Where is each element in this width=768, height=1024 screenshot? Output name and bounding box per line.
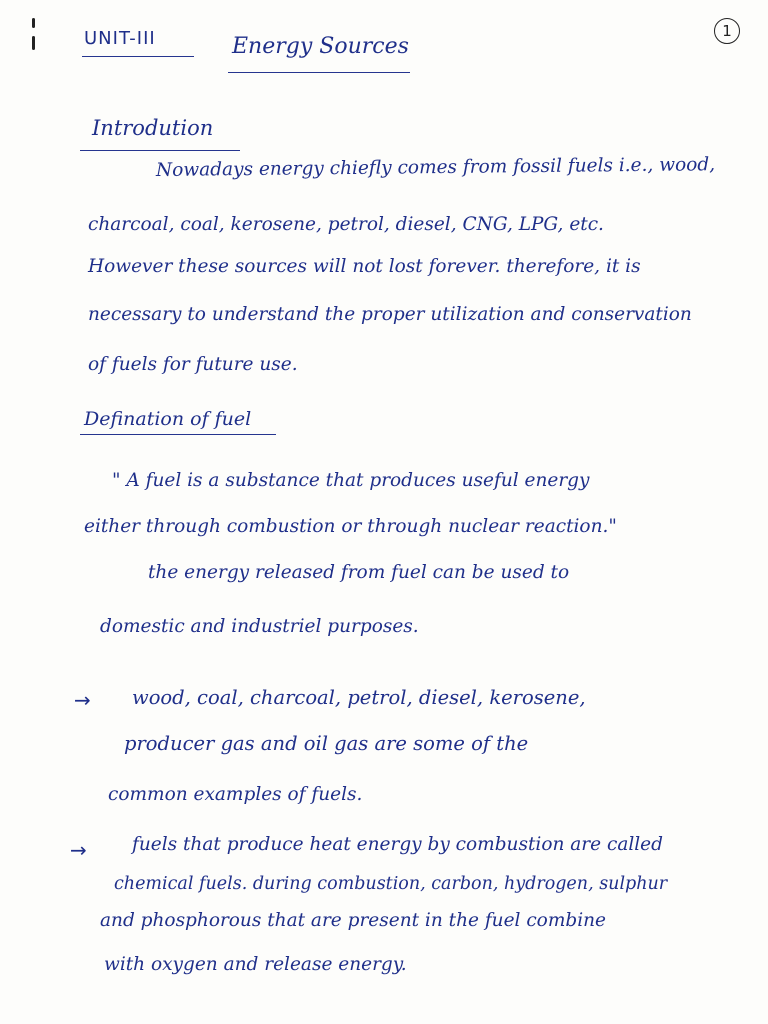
point-1-line-3: common examples of fuels. bbox=[108, 784, 363, 805]
margin-mark-bottom bbox=[32, 36, 35, 50]
title-underline bbox=[228, 72, 410, 73]
definition-line-2: either through combustion or through nuclear reaction." bbox=[84, 516, 617, 537]
point-2-line-4: with oxygen and release energy. bbox=[104, 954, 407, 975]
definition-line-3: the energy released from fuel can be used to bbox=[148, 562, 570, 583]
margin-mark-top bbox=[32, 18, 35, 28]
intro-line-2: charcoal, coal, kerosene, petrol, diesel, CNG, LPG, etc. bbox=[88, 214, 604, 235]
point-1-line-1: wood, coal, charcoal, petrol, diesel, kerosene, bbox=[132, 686, 586, 709]
definition-underline bbox=[80, 434, 276, 435]
point-2-line-1: fuels that produce heat energy by combustion are called bbox=[132, 834, 663, 855]
page-title: Energy Sources bbox=[232, 34, 409, 59]
intro-line-5: of fuels for future use. bbox=[88, 354, 298, 375]
unit-underline bbox=[82, 56, 194, 57]
intro-line-3: However these sources will not lost forever. therefore, it is bbox=[88, 256, 641, 277]
definition-heading: Defination of fuel bbox=[84, 408, 252, 430]
introduction-underline bbox=[80, 150, 240, 151]
definition-line-1: " A fuel is a substance that produces useful energy bbox=[112, 470, 590, 491]
intro-line-4: necessary to understand the proper utilization and conservation bbox=[88, 304, 692, 325]
definition-line-4: domestic and industriel purposes. bbox=[100, 616, 419, 637]
intro-line-1: Nowadays energy chiefly comes from fossil fuels i.e., wood, bbox=[155, 154, 716, 181]
introduction-heading: Introdution bbox=[92, 116, 214, 140]
bullet-arrow-1: → bbox=[74, 688, 91, 712]
unit-label: UNIT-III bbox=[84, 28, 156, 49]
point-2-line-3: and phosphorous that are present in the fuel combine bbox=[100, 910, 606, 931]
page-number: 1 bbox=[714, 18, 740, 44]
bullet-arrow-2: → bbox=[70, 838, 87, 862]
point-1-line-2: producer gas and oil gas are some of the bbox=[124, 732, 529, 755]
point-2-line-2: chemical fuels. during combustion, carbon, hydrogen, sulphur bbox=[114, 874, 668, 894]
